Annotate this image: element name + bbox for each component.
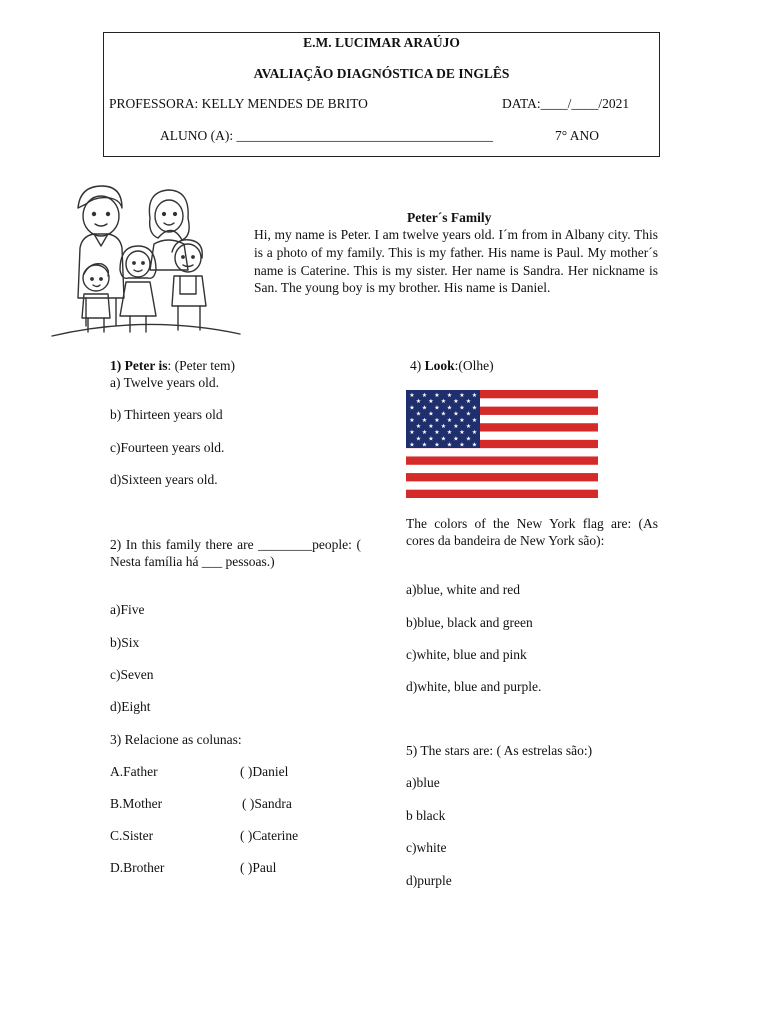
flag-stripe [406, 448, 598, 457]
flag-star-icon: ★ [459, 392, 465, 399]
flag-star-icon: ★ [421, 416, 428, 424]
exam-title: AVALIAÇÃO DIAGNÓSTICA DE INGLÊS [253, 66, 510, 81]
question-4-num: 4) [410, 358, 425, 373]
flag-stripe [406, 465, 598, 474]
flag-star-icon: ★ [446, 441, 453, 449]
flag-star-icon: ★ [409, 441, 415, 449]
grade-label: 7° ANO [555, 128, 600, 143]
flag-star-icon: ★ [421, 429, 428, 437]
flag-star-icon: ★ [428, 410, 434, 418]
q5-option-d: d)purple [406, 873, 452, 888]
q5-option-a: a)blue [406, 775, 440, 790]
flag-stripe [406, 481, 598, 490]
flag-stripe [406, 473, 598, 482]
flag-star-icon: ★ [434, 392, 440, 399]
q3-right-3: ( )Caterine [240, 828, 299, 843]
q3-left-b: B.Mother [110, 796, 163, 811]
q2-option-c: c)Seven [110, 667, 154, 682]
flag-star-icon: ★ [471, 429, 478, 437]
father-figure [78, 186, 124, 326]
flag-star-icon: ★ [415, 423, 422, 430]
question-5: 5) The stars are: ( As estrelas são:) [406, 743, 593, 758]
flag-star-icon: ★ [459, 429, 465, 437]
flag-star-icon: ★ [428, 423, 434, 430]
flag-star-icon: ★ [421, 441, 428, 449]
sister-figure [120, 246, 156, 332]
flag-star-icon: ★ [440, 423, 447, 430]
q2-option-d: d)Eight [110, 699, 151, 714]
flag-star-icon: ★ [434, 416, 440, 424]
q3-right-2: ( )Sandra [242, 796, 292, 811]
flag-star-icon: ★ [415, 410, 422, 418]
flag-star-icon: ★ [440, 398, 447, 406]
flag-star-icon: ★ [434, 429, 440, 437]
flag-star-icon: ★ [409, 404, 415, 412]
q5-option-c: c)white [406, 840, 447, 855]
q3-right-1: ( )Daniel [240, 764, 289, 779]
date-line: DATA:____/____/2021 [502, 96, 630, 111]
flag-star-icon: ★ [459, 416, 465, 424]
question-3: 3) Relacione as colunas: [110, 732, 242, 747]
q3-right-4: ( )Paul [240, 860, 277, 875]
family-illustration [50, 178, 242, 342]
q1-option-c: c)Fourteen years old. [110, 440, 225, 455]
flag-star-icon: ★ [465, 398, 472, 406]
question-1-label: 1) Peter is [110, 358, 168, 373]
flag-star-icon: ★ [446, 429, 453, 437]
flag-star-icon: ★ [409, 416, 415, 424]
flag-star-icon: ★ [440, 410, 447, 418]
q1-option-a: a) Twelve years old. [110, 375, 220, 390]
flag-star-icon: ★ [471, 416, 478, 424]
teacher-line: PROFESSORA: KELLY MENDES DE BRITO [109, 96, 368, 111]
flag-star-icon: ★ [440, 435, 447, 443]
question-4-text: The colors of the New York flag are: (As cores da bandeira de New York são): [406, 516, 658, 548]
flag-star-icon: ★ [428, 398, 434, 406]
flag-star-icon: ★ [453, 410, 459, 418]
question-4 [410, 358, 494, 374]
flag-star-icon: ★ [428, 435, 434, 443]
school-name: E.M. LUCIMAR ARAÚJO [303, 35, 460, 50]
question-4-hint: :(Olhe) [454, 358, 494, 373]
flag-star-icon: ★ [446, 416, 453, 424]
flag-star-icon: ★ [415, 398, 422, 406]
student-line: ALUNO (A): ______________________________________ [160, 128, 493, 143]
flag-star-icon: ★ [409, 392, 415, 399]
q5-option-b: b black [406, 808, 446, 823]
flag-star-icon: ★ [421, 392, 428, 399]
flag-star-icon: ★ [446, 392, 453, 399]
flag-stripe [406, 490, 598, 498]
q1-option-b: b) Thirteen years old [110, 407, 223, 422]
us-flag-image [406, 390, 598, 498]
flag-star-icon: ★ [465, 423, 472, 430]
flag-star-icon: ★ [453, 423, 459, 430]
q4-option-c: c)white, blue and pink [406, 647, 527, 662]
q3-left-a: A.Father [110, 764, 158, 779]
flag-star-icon: ★ [471, 404, 478, 412]
story-title: Peter´s Family [407, 210, 492, 225]
flag-star-icon: ★ [434, 441, 440, 449]
q3-left-d: D.Brother [110, 860, 165, 875]
q2-option-b: b)Six [110, 635, 140, 650]
flag-star-icon: ★ [415, 435, 422, 443]
question-1-hint: : (Peter tem) [167, 358, 235, 373]
q4-option-d: d)white, blue and purple. [406, 679, 542, 694]
q4-option-b: b)blue, black and green [406, 615, 533, 630]
flag-star-icon: ★ [459, 441, 465, 449]
q2-option-a: a)Five [110, 602, 145, 617]
question-2: 2) In this family there are ________people: ( Nesta família há ___ pessoas.) [110, 537, 361, 569]
q4-option-a: a)blue, white and red [406, 582, 520, 597]
flag-star-icon: ★ [465, 435, 472, 443]
flag-star-icon: ★ [434, 404, 440, 412]
q1-option-d: d)Sixteen years old. [110, 472, 218, 487]
q3-left-c: C.Sister [110, 828, 154, 843]
flag-star-icon: ★ [459, 404, 465, 412]
flag-star-icon: ★ [465, 410, 472, 418]
story-text: Hi, my name is Peter. I am twelve years old. I´m from in Albany city. This is a photo of my family. This is my father. His name is Paul. My mother´s name is Caterine. This is my sister. Her name is Sandra. Her nickname is San. The young boy is my brother. His name is Daniel. [254, 227, 658, 296]
question-4-label: Look [424, 358, 455, 373]
flag-star-icon: ★ [453, 398, 459, 406]
flag-star-icon: ★ [421, 404, 428, 412]
flag-star-icon: ★ [471, 392, 478, 399]
header-box [103, 32, 660, 157]
question-1 [110, 358, 235, 374]
flag-star-icon: ★ [409, 429, 415, 437]
flag-stripe [406, 456, 598, 465]
flag-star-icon: ★ [453, 435, 459, 443]
flag-star-icon: ★ [471, 441, 478, 449]
boy-right-figure [172, 240, 206, 330]
flag-star-icon: ★ [446, 404, 453, 412]
